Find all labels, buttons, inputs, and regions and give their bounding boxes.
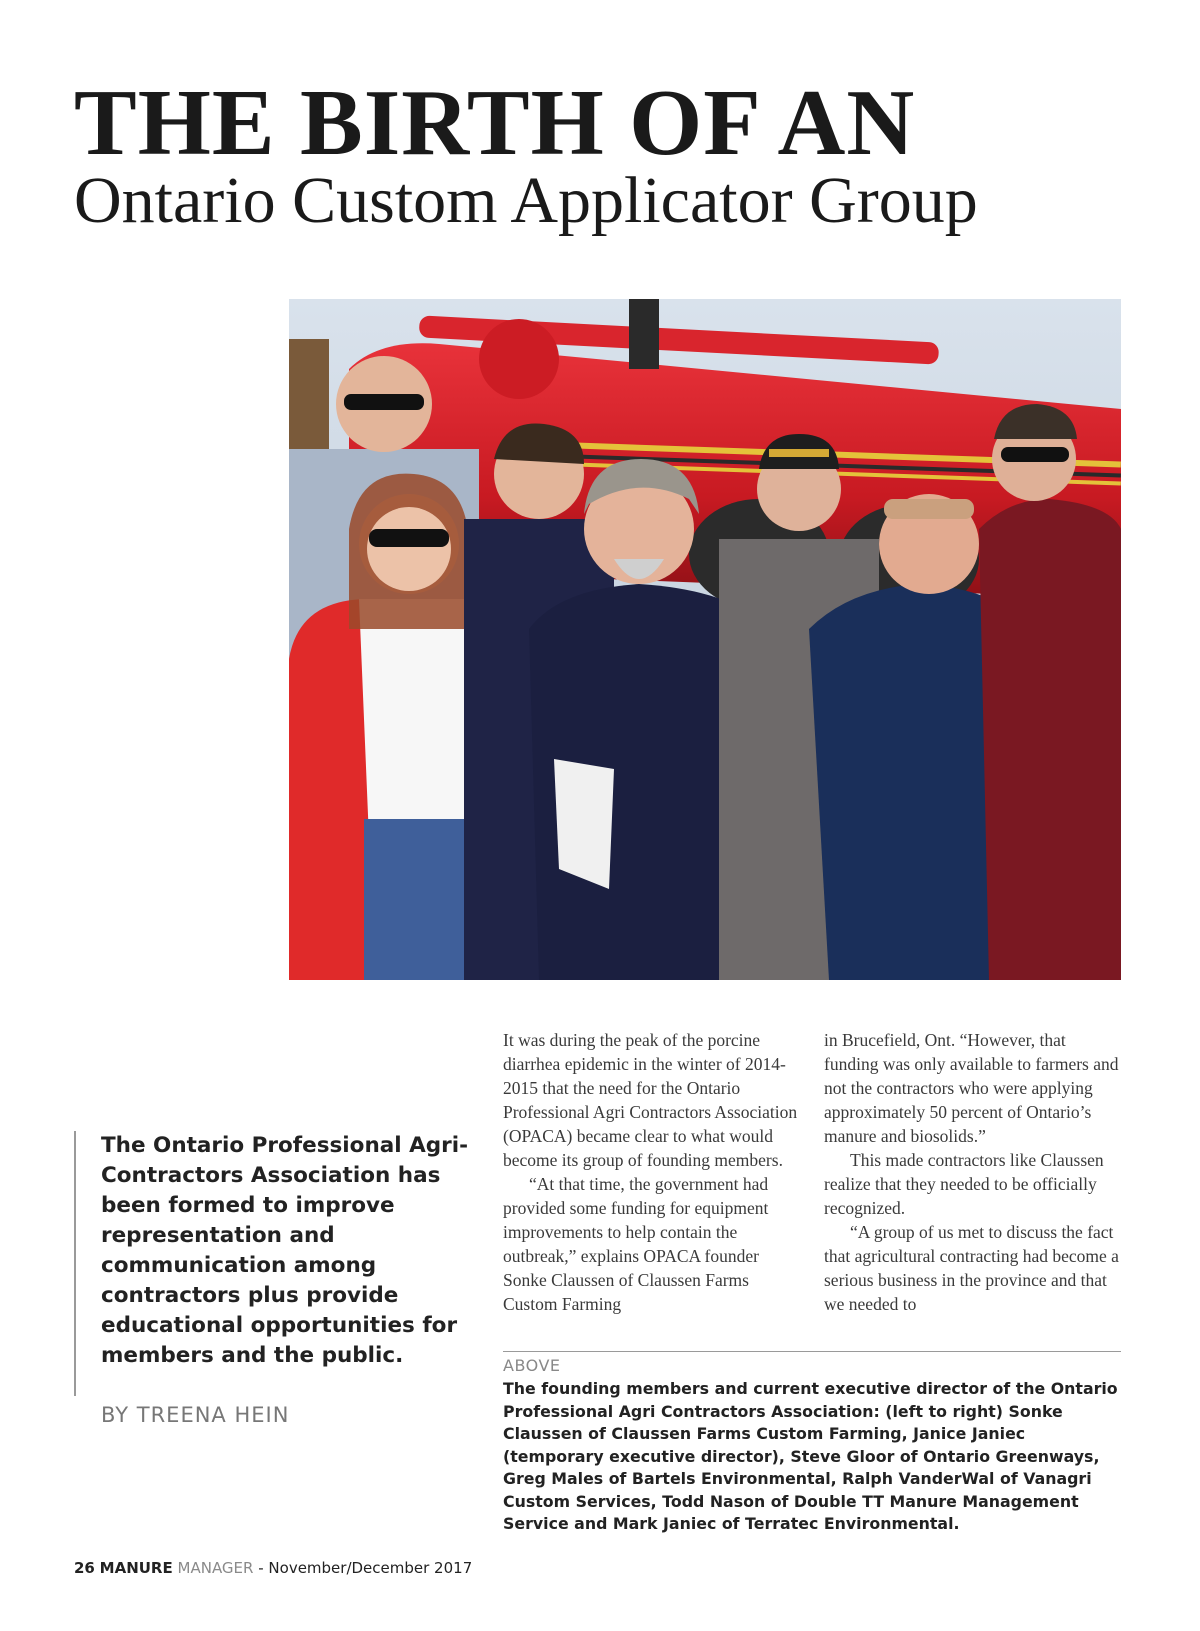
body-paragraph: in Brucefield, Ont. “However, that funding was only available to farmers and not the contractors who were applying approximately 50 percent of Ontario’s manure and biosolids.” xyxy=(824,1030,1119,1146)
body-paragraph: “At that time, the government had provided some funding for equipment improvements to help contain the outbreak,” explains OPACA founder Sonke Claussen of Claussen Farms Custom Farming xyxy=(503,1174,769,1314)
byline: BY TREENA HEIN xyxy=(101,1403,290,1427)
deck-text: The Ontario Professional Agri-Contractors Association has been formed to improve representation and communication among contractors plus provide educational opportunities for members and the public. xyxy=(101,1133,469,1368)
body-paragraph: It was during the peak of the porcine diarrhea epidemic in the winter of 2014-2015 that the need for the Ontario Professional Agri Contractors Association (OPACA) became clear to what would become its group of founding members. xyxy=(503,1030,798,1170)
body-column-2 xyxy=(824,1028,1122,1316)
body-paragraph: “A group of us met to discuss the fact that agricultural contracting had become a serious business in the province and that we needed to xyxy=(824,1222,1119,1314)
caption-divider xyxy=(503,1351,1121,1352)
pull-quote xyxy=(74,1131,474,1427)
photo-caption: The founding members and current executive director of the Ontario Professional Agri Contractors Association: (left to right) Sonke Claussen of Claussen Farms Custom Farming, Janice Janiec (temporary executive director), Steve Gloor of Ontario Greenways, Greg Males of Bartels Environmental, Ralph VanderWal of Vanagri Custom Services, Todd Nason of Double TT Manure Management Service and Mark Janiec of Terratec Environmental. xyxy=(503,1379,1118,1533)
headline-line-1: THE BIRTH OF AN xyxy=(74,71,916,175)
caption-label: ABOVE xyxy=(503,1356,561,1375)
issue-date: November/December 2017 xyxy=(268,1559,473,1577)
page-number: 26 xyxy=(74,1559,95,1577)
brand-light: MANAGER xyxy=(177,1559,254,1577)
body-paragraph: This made contractors like Claussen realize that they needed to be officially recognized. xyxy=(824,1150,1104,1218)
group-photo xyxy=(289,299,1121,980)
brand-bold: MANURE xyxy=(99,1559,173,1577)
page-footer xyxy=(74,1559,472,1577)
footer-separator: - xyxy=(253,1559,269,1577)
body-column-1 xyxy=(503,1028,801,1316)
headline-line-2: Ontario Custom Applicator Group xyxy=(74,164,978,237)
